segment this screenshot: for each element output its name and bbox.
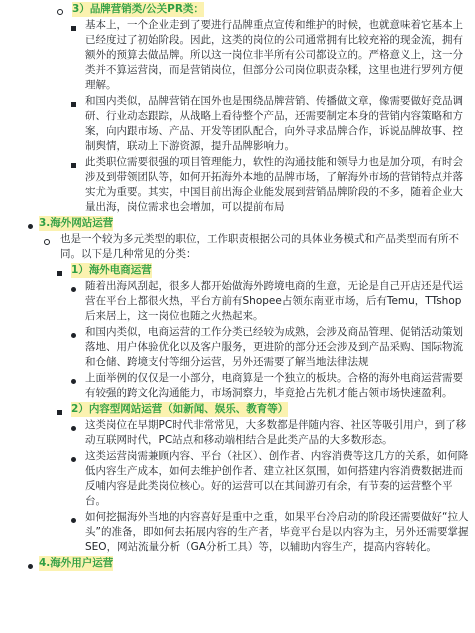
filled-bullet-icon (71, 379, 76, 384)
brand-item-3 (71, 155, 469, 215)
ecommerce-item-3 (71, 371, 469, 401)
content-item-1-text: 这类岗位在早期PC时代非常常见，大多数都是伴随内容、社区等吸引用户，到了移动互联网时代，PC站点和移动端相结合是此类产品的大多数形态。 (85, 419, 467, 446)
overseas-intro-text: 也是一个较为多元类型的职位，工作职责根据公司的具体业务模式和产品类型而有所不同。以下是几种常见的分类： (60, 233, 459, 260)
brand-item-1 (71, 18, 469, 93)
section-brand-number: 3） (72, 3, 90, 15)
brand-item-1-text: 基本上，一个企业走到了要进行品牌重点宣传和维护的时候，也就意味着它基本上已经度过了初始阶段。因此，这类的岗位的公司通常拥有比较充裕的现金流，拥有额外的预算去做品牌。所以这一岗位非半所有公司都设立的。严格意义上，这一分类并不算运营岗，而是营销岗位，但部分公司岗位职责杂糅，这里也进行罗列方便理解。 (85, 19, 463, 91)
content-item-1 (71, 418, 469, 448)
filled-bullet-icon (28, 564, 33, 569)
sub-ecommerce-heading (57, 263, 467, 278)
hollow-bullet-icon (44, 239, 50, 245)
filled-bullet-icon (71, 457, 76, 462)
section-brand-title: 品牌营销类/公关PR类： (89, 3, 204, 15)
filled-bullet-icon (71, 426, 76, 431)
ecommerce-item-1 (71, 279, 469, 324)
sub-content-number: 2） (71, 403, 89, 415)
ecommerce-item-2 (71, 325, 469, 370)
content-item-3 (71, 510, 469, 555)
section-user-heading (28, 556, 468, 571)
square-bullet-icon (57, 410, 62, 415)
section-brand-heading (57, 2, 467, 17)
ecommerce-item-3-text: 上面举例的仅仅是一小部分，电商算是一个独立的板块。合格的海外电商运营需要有较强的跨文化沟通能力，市场洞察力，毕竟抢占先机才能占领市场快速盈利。 (85, 372, 463, 399)
sub-ecommerce-title: 海外电商运营 (88, 264, 152, 276)
overseas-intro (44, 232, 469, 262)
brand-item-3-text: 此类职位需要很强的项目管理能力，软性的沟通技能和领导力也是加分项，有时会涉及到带领团队等，如何开拓海外本地的品牌市场，了解海外市场的营销特点并落实尤为重要。其实，中国目前出海企业能发展到营销品牌阶段的不多，随着企业大量出海，岗位需求也会增加，可以提前布局 (85, 156, 463, 213)
brand-item-2 (71, 94, 469, 154)
filled-bullet-icon (71, 518, 76, 523)
filled-bullet-icon (71, 287, 76, 292)
hollow-bullet-icon (57, 9, 63, 15)
square-bullet-icon (71, 26, 76, 31)
filled-bullet-icon (71, 333, 76, 338)
ecommerce-item-2-text: 和国内类似，电商运营的工作分类已经较为成熟，会涉及商品管理、促销活动策划落地、用户体验优化以及客户服务，更进阶的部分还会涉及到产品采购、国际物流和仓储、跨境支付等细分运营，另外还需要了解当地法律法规 (85, 326, 463, 368)
sub-ecommerce-number: 1） (71, 264, 89, 276)
section-overseas-title: 3.海外网站运营 (39, 217, 114, 229)
section-overseas-heading (28, 216, 468, 231)
square-bullet-icon (71, 102, 76, 107)
square-bullet-icon (71, 163, 76, 168)
square-bullet-icon (57, 271, 62, 276)
filled-bullet-icon (28, 224, 33, 229)
ecommerce-item-1-text: 随着出海风刮起，很多人都开始做海外跨境电商的生意，无论是自己开店还是代运营在平台上都很火热，平台方前有Shopee占领东南亚市场，后有Temu，TTshop后来居上，这一岗位也随之火热起来。 (85, 280, 463, 322)
content-item-2 (71, 449, 469, 509)
brand-item-2-text: 和国内类似，品牌营销在国外也是围绕品牌营销、传播做文章，像需要做好竞品调研、行业动态跟踪，从战略上看待整个产品，还需要制定本身的营销内容策略和方案，向内跟市场、产品、开发等团队配合，向外寻求品牌合作，诉说品牌故事、控制舆情，联动上下游资源，提升品牌影响力。 (85, 95, 463, 152)
sub-content-title: 内容型网站运营（如新闻、娱乐、教育等） (88, 403, 289, 415)
section-user-title: 4.海外用户运营 (39, 557, 114, 569)
content-item-2-text: 这类运营岗需兼顾内容、平台（社区）、创作者、内容消费等这几方的关系，如何降低内容生产成本，如何去维护创作者、建立社区氛围，如何搭建内容消费数据进而反哺内容是此类岗位核心。好的运营可以在其间游刃有余，有节奏的运营整个平台。 (85, 450, 469, 507)
sub-content-heading (57, 402, 467, 417)
content-item-3-text: 如何挖掘海外当地的内容喜好是重中之重，如果平台冷启动的阶段还需要做好“拉人头”的准备，即如何去拓展内容的生产者，毕竟平台是以内容为主，另外还需要掌握SEO，网站流量分析（GA分析工具）等，以辅助内容生产，提高内容转化。 (85, 511, 469, 553)
